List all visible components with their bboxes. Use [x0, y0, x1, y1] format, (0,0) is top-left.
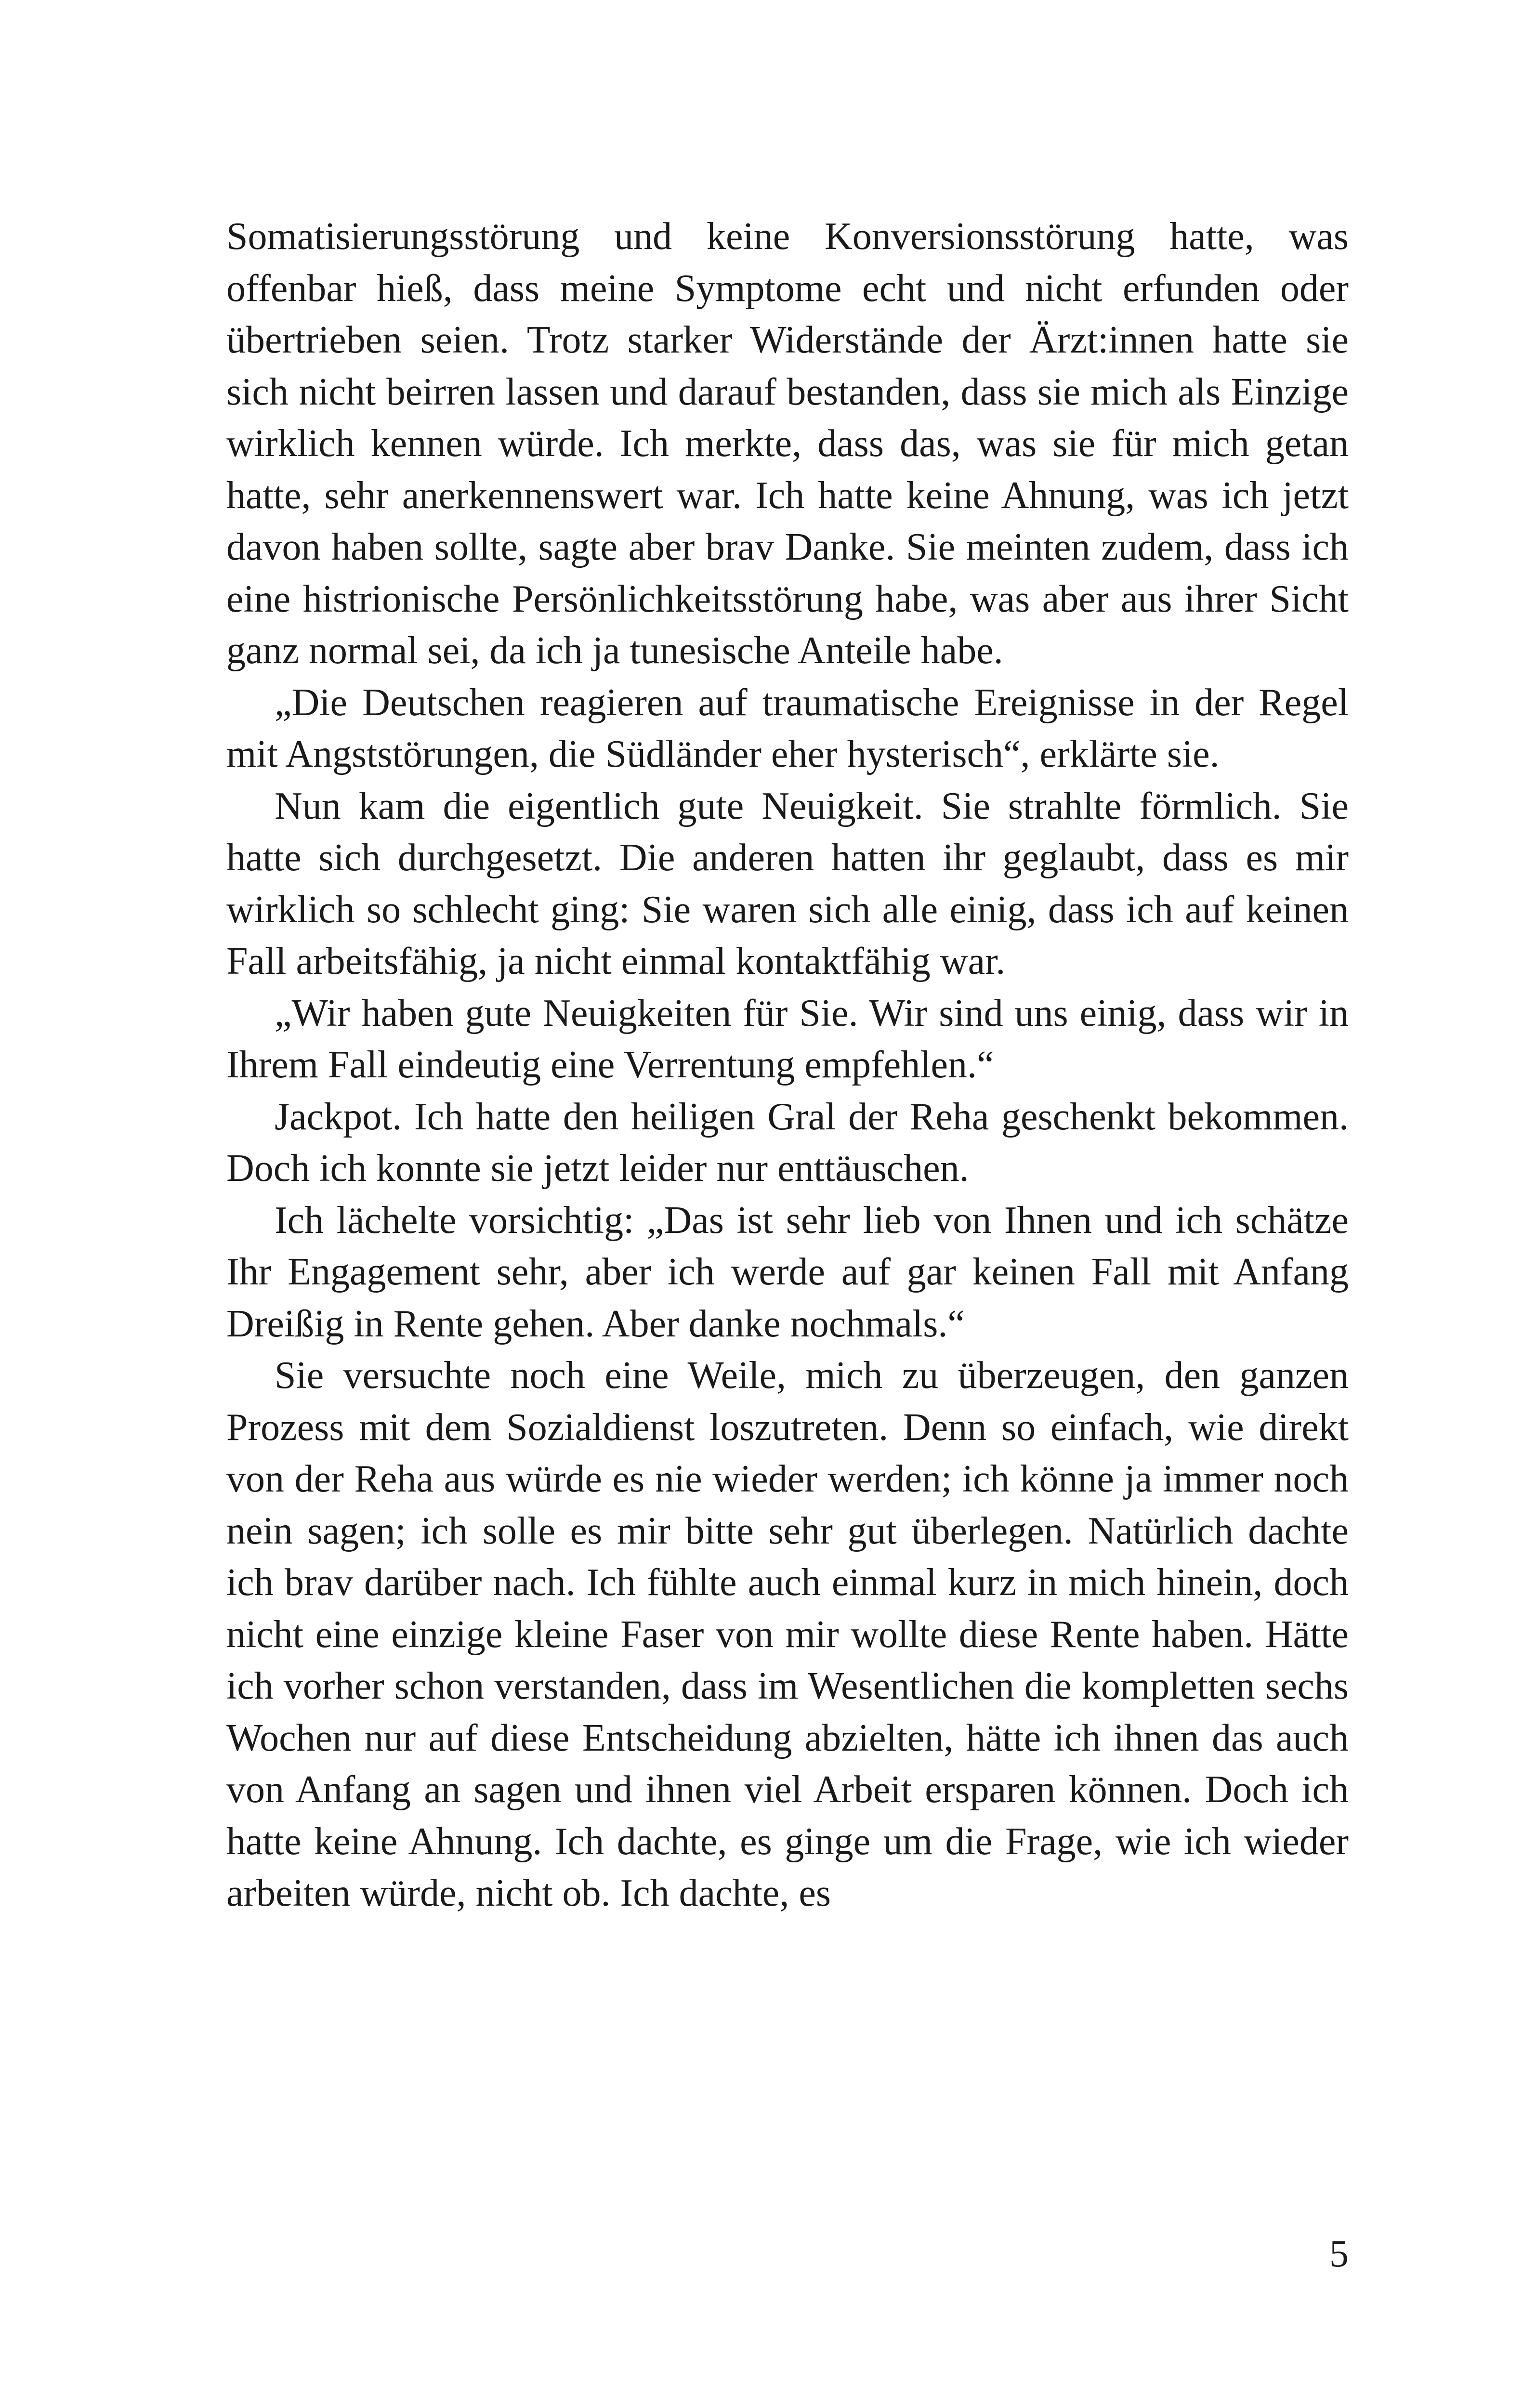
page-number: 5 — [1329, 2233, 1349, 2275]
paragraph-1: Somatisierungsstörung und keine Konversionsstörung hatte, was offenbar hieß, dass meine Symptome echt und nicht erfunden oder übertrieben seien. Trotz starker Widerstände der Ärzt:innen hatte sie sich nicht beirren lassen und darauf bestanden, dass sie mich als Einzige wirklich kennen würde. Ich merkte, dass das, was sie für mich getan hatte, sehr anerkennenswert war. Ich hatte keine Ahnung, was ich jetzt davon haben sollte, sagte aber brav Danke. Sie meinten zudem, dass ich eine histrionische Persönlichkeitsstörung habe, was aber aus ihrer Sicht ganz normal sei, da ich ja tunesische Anteile habe. — [226, 215, 1349, 672]
paragraph-5: Jackpot. Ich hatte den heiligen Gral der Reha geschenkt bekommen. Doch ich konnte sie jetzt leider nur enttäuschen. — [226, 1095, 1349, 1190]
body-text — [226, 211, 1349, 1920]
paragraph-6: Ich lächelte vorsichtig: „Das ist sehr lieb von Ihnen und ich schätze Ihr Engagement sehr, aber ich werde auf gar keinen Fall mit Anfang Dreißig in Rente gehen. Aber danke nochmals.“ — [226, 1199, 1349, 1345]
paragraph-2: „Die Deutschen reagieren auf traumatische Ereignisse in der Regel mit Angststörungen, die Südländer eher hysterisch“, erklärte sie. — [226, 681, 1349, 775]
paragraph-7: Sie versuchte noch eine Weile, mich zu überzeugen, den ganzen Prozess mit dem Sozialdienst loszutreten. Denn so einfach, wie direkt von der Reha aus würde es nie wieder werden; ich könne ja immer noch nein sagen; ich solle es mir bitte sehr gut überlegen. Natürlich dachte ich brav darüber nach. Ich fühlte auch einmal kurz in mich hinein, doch nicht eine einzige kleine Faser von mir wollte diese Rente haben. Hätte ich vorher schon verstanden, dass im Wesentlichen die kompletten sechs Wochen nur auf diese Entscheidung abzielten, hätte ich ihnen das auch von Anfang an sagen und ihnen viel Arbeit ersparen können. Doch ich hatte keine Ahnung. Ich dachte, es ginge um die Frage, wie ich wieder arbeiten würde, nicht ob. Ich dachte, es — [226, 1354, 1349, 1914]
paragraph-3: Nun kam die eigentlich gute Neuigkeit. Sie strahlte förmlich. Sie hatte sich durchgesetzt. Die anderen hatten ihr geglaubt, dass es mir wirklich so schlecht ging: Sie waren sich alle einig, dass ich auf keinen Fall arbeitsfähig, ja nicht einmal kontaktfähig war. — [226, 785, 1349, 982]
paragraph-4: „Wir haben gute Neuigkeiten für Sie. Wir sind uns einig, dass wir in Ihrem Fall eindeutig eine Verrentung empfehlen.“ — [226, 992, 1349, 1086]
